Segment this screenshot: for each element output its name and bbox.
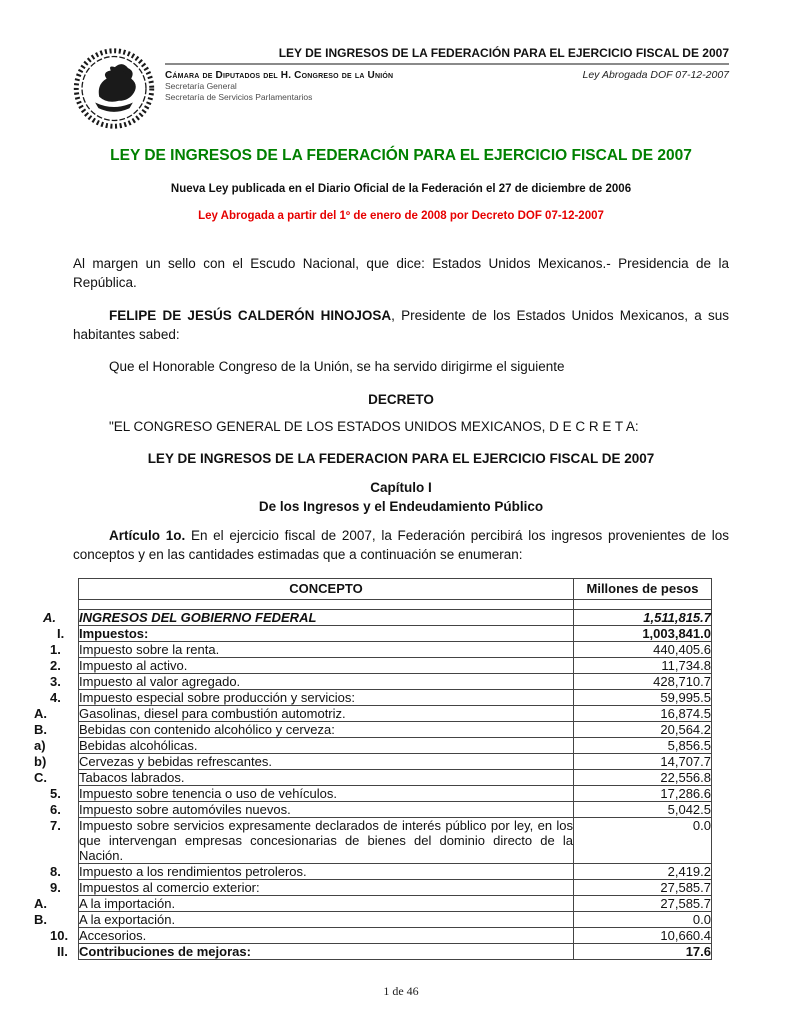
header-abrogation-note: Ley Abrogada DOF 07-12-2007 [582, 69, 729, 81]
table-header-row [79, 578, 712, 599]
amount-cell: 17.6 [574, 943, 712, 959]
row-number: a) [34, 737, 46, 753]
paragraph-president [73, 306, 729, 344]
amount-cell: 1,003,841.0 [574, 625, 712, 641]
row-label: Impuesto sobre servicios expresamente declarados de interés público por ley, en los que intervengan empresas concesionarias de bienes del dominio directo de la Nación. [79, 817, 573, 863]
concept-cell [50, 673, 574, 689]
header-banner-title: LEY DE INGRESOS DE LA FEDERACIÓN PARA EL EJERCICIO FISCAL DE 2007 [278, 46, 729, 60]
table-row [79, 641, 712, 657]
row-label: Impuesto sobre la renta. [79, 641, 220, 657]
concept-cell [34, 753, 574, 769]
row-number: C. [34, 769, 47, 785]
amount-cell: 428,710.7 [574, 673, 712, 689]
concepts-table-body [34, 578, 712, 959]
row-label: Gasolinas, diesel para combustión automotriz. [79, 705, 346, 721]
amount-cell: 16,874.5 [574, 705, 712, 721]
header-rule [165, 63, 729, 65]
amount-cell: 2,419.2 [574, 863, 712, 879]
row-number: 9. [50, 879, 61, 895]
row-number: A. [34, 705, 47, 721]
row-label: A la exportación. [79, 911, 176, 927]
amount-cell: 59,995.5 [574, 689, 712, 705]
publication-line: Nueva Ley publicada en el Diario Oficial de la Federación el 27 de diciembre de 2006 [170, 183, 632, 195]
amount-cell: 27,585.7 [574, 879, 712, 895]
concept-cell [50, 927, 574, 943]
amount-cell: 14,707.7 [574, 753, 712, 769]
amount-cell: 1,511,815.7 [574, 609, 712, 625]
amount-column-header: Millones de pesos [574, 578, 712, 599]
concept-cell [50, 817, 574, 863]
chapter-subheading: De los Ingresos y el Endeudamiento Público [258, 499, 544, 514]
paragraph-seal-margin: Al margen un sello con el Escudo Nacional, que dice: Estados Unidos Mexicanos.- Presidencia de la República. [73, 256, 729, 290]
header-text-block [165, 46, 729, 103]
amount-cell: 440,405.6 [574, 641, 712, 657]
concept-cell [50, 785, 574, 801]
table-row [79, 609, 712, 625]
amount-cell: 5,856.5 [574, 737, 712, 753]
table-row [79, 737, 712, 753]
table-row [79, 753, 712, 769]
row-number: II. [57, 943, 68, 959]
row-label: Impuesto a los rendimientos petroleros. [79, 863, 307, 879]
concept-cell [43, 609, 574, 625]
row-number: B. [34, 911, 47, 927]
concept-cell [34, 895, 574, 911]
paragraph-congress-served: Que el Honorable Congreso de la Unión, se ha servido dirigirme el siguiente [109, 359, 565, 374]
concept-cell [50, 801, 574, 817]
articulo-rest: En el ejercicio fiscal de 2007, la Federación percibirá los ingresos provenientes de los conceptos y en las cantidades estimadas que a continuación se enumeran: [73, 528, 729, 562]
row-number: I. [57, 625, 65, 641]
concept-cell [50, 641, 574, 657]
concept-cell [50, 879, 574, 895]
concept-cell [57, 625, 574, 641]
header-organization: Cámara de Diputados del H. Congreso de la Unión [165, 70, 394, 81]
table-row [79, 689, 712, 705]
concept-cell [34, 721, 574, 737]
row-label: Accesorios. [79, 927, 147, 943]
table-row [79, 911, 712, 927]
table-row [79, 801, 712, 817]
table-row [79, 817, 712, 863]
chapter-heading-block [73, 478, 729, 516]
table-row [79, 785, 712, 801]
concept-cell [50, 689, 574, 705]
amount-cell: 27,585.7 [574, 895, 712, 911]
concept-cell [50, 657, 574, 673]
chapter-heading: Capítulo I [370, 480, 432, 495]
row-label: Bebidas alcohólicas. [79, 737, 198, 753]
row-label: Impuestos: [79, 625, 149, 641]
table-row [79, 943, 712, 959]
row-label: Contribuciones de mejoras: [79, 943, 251, 959]
row-number: 4. [50, 689, 61, 705]
row-label: Bebidas con contenido alcohólico y cerveza: [79, 721, 335, 737]
document-title: LEY DE INGRESOS DE LA FEDERACIÓN PARA EL EJERCICIO FISCAL DE 2007 [110, 147, 692, 164]
law-heading: LEY DE INGRESOS DE LA FEDERACION PARA EL EJERCICIO FISCAL DE 2007 [147, 451, 655, 466]
coat-of-arms-seal-icon [73, 47, 155, 130]
table-spacer-row [79, 599, 712, 609]
row-number: 1. [50, 641, 61, 657]
row-label: Impuesto al valor agregado. [79, 673, 241, 689]
header-secretariat-parliamentary: Secretaría de Servicios Parlamentarios [165, 92, 313, 102]
articulo-label: Artículo 1o. [109, 528, 186, 543]
income-concepts-table [34, 578, 712, 960]
row-number: b) [34, 753, 47, 769]
concept-cell [34, 705, 574, 721]
paragraph-articulo-1 [73, 526, 729, 564]
table-row [79, 721, 712, 737]
row-number: 7. [50, 817, 61, 833]
row-number: 10. [50, 927, 69, 943]
concept-cell [50, 863, 574, 879]
page-number: 1 de 46 [383, 983, 419, 998]
amount-cell: 22,556.8 [574, 769, 712, 785]
concept-cell [34, 769, 574, 785]
table-row [79, 769, 712, 785]
row-label: Impuestos al comercio exterior: [79, 879, 260, 895]
concept-cell [34, 911, 574, 927]
table-row [79, 625, 712, 641]
amount-cell: 5,042.5 [574, 801, 712, 817]
concept-column-header: CONCEPTO [79, 578, 574, 599]
table-row [79, 657, 712, 673]
table-row [79, 927, 712, 943]
row-number: 6. [50, 801, 61, 817]
decreto-heading: DECRETO [368, 391, 434, 407]
president-rest: , Presidente de los Estados Unidos Mexicanos, a sus habitantes sabed: [73, 307, 729, 342]
row-label: Impuesto sobre automóviles nuevos. [79, 801, 291, 817]
row-label: Impuesto especial sobre producción y servicios: [79, 689, 356, 705]
row-label: Tabacos labrados. [79, 769, 185, 785]
row-label: Cervezas y bebidas refrescantes. [79, 753, 272, 769]
amount-cell: 17,286.6 [574, 785, 712, 801]
row-number: 2. [50, 657, 61, 673]
table-row [79, 863, 712, 879]
header-secretariat-general: Secretaría General [165, 81, 237, 91]
amount-cell: 10,660.4 [574, 927, 712, 943]
row-label: Impuesto al activo. [79, 657, 188, 673]
president-name: FELIPE DE JESÚS CALDERÓN HINOJOSA [109, 307, 392, 323]
row-label: INGRESOS DEL GOBIERNO FEDERAL [79, 609, 317, 625]
concept-cell [34, 737, 574, 753]
row-number: B. [34, 721, 47, 737]
row-number: A. [34, 895, 47, 911]
amount-cell: 0.0 [574, 817, 712, 863]
abrogation-line: Ley Abrogada a partir del 1º de enero de 2008 por Decreto DOF 07-12-2007 [198, 210, 604, 222]
table-row [79, 705, 712, 721]
row-label: A la importación. [79, 895, 176, 911]
row-number: A. [43, 609, 56, 625]
amount-cell: 0.0 [574, 911, 712, 927]
table-row [79, 879, 712, 895]
row-number: 5. [50, 785, 61, 801]
amount-cell: 20,564.2 [574, 721, 712, 737]
amount-cell: 11,734.8 [574, 657, 712, 673]
concept-cell [57, 943, 574, 959]
row-label: Impuesto sobre tenencia o uso de vehículos. [79, 785, 337, 801]
page-header [73, 46, 729, 130]
table-row [79, 673, 712, 689]
paragraph-congress-decree: "EL CONGRESO GENERAL DE LOS ESTADOS UNIDOS MEXICANOS, D E C R E T A: [109, 418, 639, 434]
row-number: 8. [50, 863, 61, 879]
table-row [79, 895, 712, 911]
row-number: 3. [50, 673, 61, 689]
